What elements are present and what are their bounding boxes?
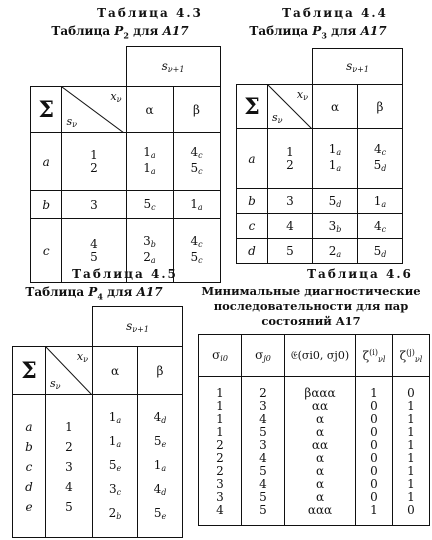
next-state-header: $s_{\nu+1}$ bbox=[313, 49, 403, 85]
table-row: d 5 $2_a$ $5_d$ bbox=[237, 239, 403, 264]
table-row: a 1 2 $1_a$ $1_a$ $4_c$ $5_d$ bbox=[237, 129, 403, 189]
sigma-j0-header: $\sigma_{j0}$ bbox=[242, 335, 285, 377]
alpha-header: α bbox=[126, 87, 173, 133]
sigma-header: Σ bbox=[13, 347, 46, 395]
next-state-header: $s_{\nu+1}$ bbox=[93, 307, 183, 347]
table-row: a 1 2 $1_a$ $1_a$ $4_c$ $5_c$ bbox=[31, 133, 221, 191]
sigma-i0-header: $\sigma_{i0}$ bbox=[199, 335, 242, 377]
diagonal-header: $x_\nu$ $s_\nu$ bbox=[268, 85, 313, 129]
table-4-3-title: Таблица $P_2$ для A17 bbox=[51, 24, 189, 41]
table-4-4-caption: Таблица 4.4 bbox=[282, 6, 388, 20]
table-4-5-caption: Таблица 4.5 bbox=[72, 267, 178, 281]
next-state-header: $s_{\nu+1}$ bbox=[126, 47, 220, 87]
table-4-5-title: Таблица $P_4$ для A17 bbox=[25, 285, 163, 302]
table-row: b 3 $5_c$ $1_a$ bbox=[31, 191, 221, 219]
alpha-header: α bbox=[313, 85, 358, 129]
table-4-5 bbox=[12, 306, 183, 538]
diagonal-header: $x_\nu$ $s_\nu$ bbox=[46, 347, 93, 395]
table-row: b 3 $5_d$ $1_a$ bbox=[237, 189, 403, 214]
table-row: c 4 5 $3_b$ $2_a$ $4_c$ $5_c$ bbox=[31, 219, 221, 283]
beta-header: β bbox=[138, 347, 183, 395]
table-4-4 bbox=[236, 48, 403, 264]
table-body: 1 1 1 1 2 2 2 3 3 4 2 3 4 5 3 4 5 4 5 5 βααα αα α α αα α α α α ααα 1 0 0 0 0 0 0 0 0 1 0 1 1 1 1 1 1 1 1 0 bbox=[199, 377, 430, 526]
alpha-header: α bbox=[93, 347, 138, 395]
beta-header: β bbox=[173, 87, 220, 133]
table-4-3-caption: Таблица 4.3 bbox=[97, 6, 203, 20]
zeta-i-header: $\zeta^{(i)}_{\nu l}$ bbox=[356, 335, 393, 377]
zeta-j-header: $\zeta^{(j)}_{\nu l}$ bbox=[393, 335, 430, 377]
table-4-3 bbox=[30, 46, 221, 283]
table-row: a b c d e 1 2 3 4 5 $1_a$ $1_a$ $5_e$ $3_c$ $2_b$ $4_d$ $5_e$ $1_a$ $4_d$ $5_e$ bbox=[13, 395, 183, 538]
sequence-header: 𝔈(σi0, σj0) bbox=[285, 335, 356, 377]
table-row: c 4 $3_b$ $4_c$ bbox=[237, 214, 403, 239]
sigma-header: Σ bbox=[31, 87, 62, 133]
table-4-6-title: Минимальные диагностические последовательности для пар состояний A17 bbox=[201, 284, 421, 328]
table-4-6-caption: Таблица 4.6 bbox=[307, 267, 413, 281]
table-4-6 bbox=[198, 334, 430, 527]
table-4-4-title: Таблица $P_3$ для A17 bbox=[249, 24, 387, 41]
diagonal-header: $x_\nu$ $s_\nu$ bbox=[62, 87, 126, 133]
sigma-header: Σ bbox=[237, 85, 268, 129]
beta-header: β bbox=[358, 85, 403, 129]
